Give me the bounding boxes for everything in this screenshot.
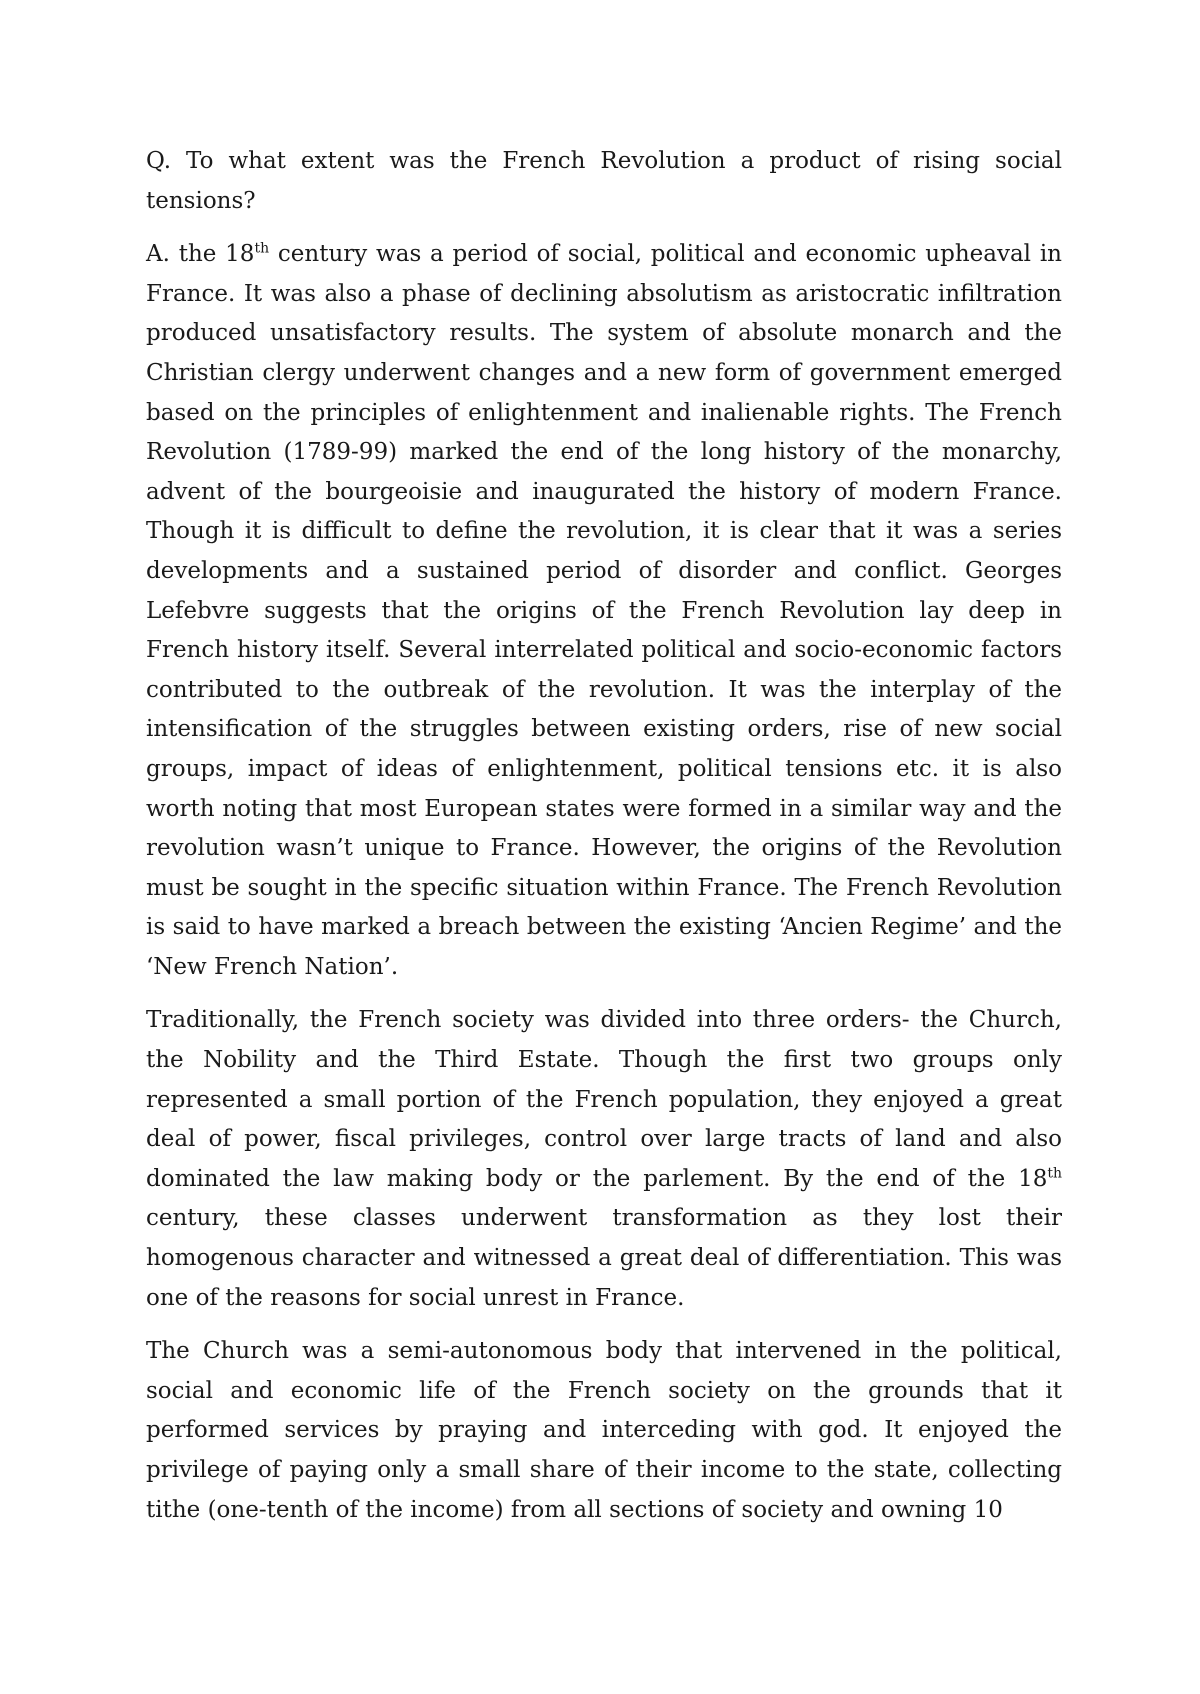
answer-paragraph-1 [146,235,1062,987]
answer-paragraph-1-start: A. the 18 [146,241,255,268]
answer-paragraph-2 [146,1001,1062,1318]
answer-paragraph-2-rest: century, these classes underwent transformation as they lost their homogenous character and witnessed a great deal of differentiation. This was one of the reasons for social unrest in France. [146,1205,1062,1311]
answer-paragraph-3: The Church was a semi-autonomous body that intervened in the political, social and economic life of the French society on the grounds that it performed services by praying and interceding with god. It enjoyed the privilege of paying only a small share of their income to the state, collecting tithe (one-tenth of the income) from all sections of society and owning 10 [146,1338,1062,1523]
answer-paragraph-1-rest: century was a period of social, political and economic upheaval in France. It was also a phase of declining absolutism as aristocratic infiltration produced unsatisfactory results. The system of absolute monarch and the Christian clergy underwent changes and a new form of government emerged based on the principles of enlightenment and inalienable rights. The French Revolution (1789-99) marked the end of the long history of the monarchy, advent of the bourgeoisie and inaugurated the history of modern France. Though it is difficult to define the revolution, it is clear that it was a series developments and a sustained period of disorder and conflict. Georges Lefebvre suggests that the origins of the French Revolution lay deep in French history itself. Several interrelated political and socio-economic factors contributed to the outbreak of the revolution. It was the interplay of the intensification of the struggles between existing orders, rise of new social groups, impact of ideas of enlightenment, political tensions etc. it is also worth noting that most European states were formed in a similar way and the revolution wasn’t unique to France. However, the origins of the Revolution must be sought in the specific situation within France. The French Revolution is said to have marked a breach between the existing ‘Ancien Regime’ and the ‘New French Nation’. [146,241,1062,980]
document-body [146,142,1062,1544]
ordinal-suffix: th [254,240,270,257]
answer-paragraph-2-start: Traditionally, the French society was divided into three orders- the Church, the Nobility and the Third Estate. Though the first two groups only represented a small portion of the French population, they enjoyed a great deal of power, fiscal privileges, control over large tracts of land and also dominated the law making body or the parlement. By the end of the 18 [146,1007,1062,1192]
ordinal-suffix: th [1047,1165,1062,1182]
question-paragraph: Q. To what extent was the French Revolution a product of rising social tensions? [146,148,1062,214]
